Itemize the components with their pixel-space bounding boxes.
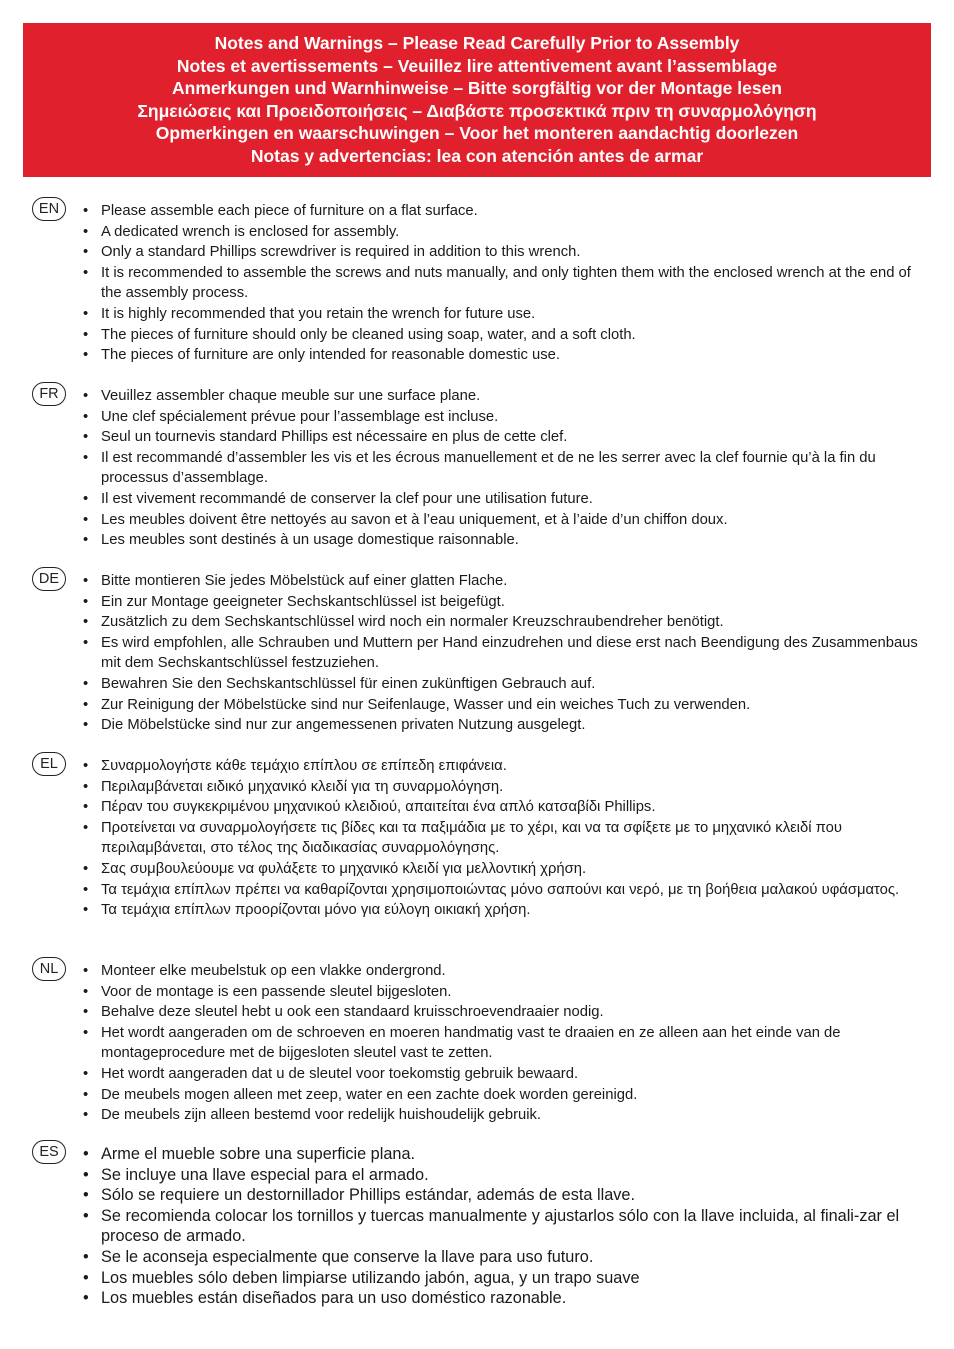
list-item: • Monteer elke meubelstuk op een vlakke ondergrond.	[83, 961, 933, 982]
notes-list-en	[83, 201, 933, 366]
list-item: • Voor de montage is een passende sleutel bijgesloten.	[83, 982, 933, 1003]
notes-list-de	[83, 571, 933, 736]
list-item: • De meubels mogen alleen met zeep, water en een zachte doek worden gereinigd.	[83, 1085, 933, 1106]
list-item: • Het wordt aangeraden om de schroeven en moeren handmatig vast te draaien en ze alleen aan het einde van de montageprocedure met de bijgesloten sleutel vast te zetten.	[83, 1023, 933, 1064]
list-item: • Les meubles doivent être nettoyés au savon et à l’eau uniquement, et à l’aide d’un chiffon doux.	[83, 510, 933, 531]
list-item: • Veuillez assembler chaque meuble sur une surface plane.	[83, 386, 933, 407]
list-item: • Συναρμολογήστε κάθε τεμάχιο επίπλου σε επίπεδη επιφάνεια.	[83, 756, 933, 777]
list-item: • Please assemble each piece of furniture on a flat surface.	[83, 201, 933, 222]
list-item: • Se le aconseja especialmente que conserve la llave para uso futuro.	[83, 1247, 933, 1268]
list-item: • Se incluye una llave especial para el armado.	[83, 1165, 933, 1186]
list-item: • The pieces of furniture are only intended for reasonable domestic use.	[83, 345, 933, 366]
list-item: • Une clef spécialement prévue pour l’assemblage est incluse.	[83, 407, 933, 428]
header-title-es: Notas y advertencias: lea con atención antes de armar	[250, 145, 704, 166]
list-item: • Die Möbelstücke sind nur zur angemessenen privaten Nutzung ausgelegt.	[83, 715, 933, 736]
list-item: • Se recomienda colocar los tornillos y tuercas manualmente y ajustarlos sólo con la llave incluida, al finali-zar el proceso de armado.	[83, 1206, 933, 1247]
list-item: • Behalve deze sleutel hebt u ook een standaard kruisschroevendraaier nodig.	[83, 1002, 933, 1023]
list-item: • It is highly recommended that you retain the wrench for future use.	[83, 304, 933, 325]
list-item: • Sólo se requiere un destornillador Phillips estándar, además de esta llave.	[83, 1185, 933, 1206]
language-badge-en: EN	[32, 197, 66, 221]
list-item: • Zusätzlich zu dem Sechskantschlüssel wird noch ein normaler Kreuzschraubendreher benötigt.	[83, 612, 933, 633]
notes-list-nl	[83, 961, 933, 1126]
header-title-fr: Notes et avertissements – Veuillez lire attentivement avant l’assemblage	[176, 55, 778, 76]
list-item: • Τα τεμάχια επίπλων πρέπει να καθαρίζονται χρησιμοποιώντας μόνο σαπούνι και νερό, με τη βοήθεια μαλακού υφάσματος.	[83, 880, 933, 901]
list-item: • A dedicated wrench is enclosed for assembly.	[83, 222, 933, 243]
list-item: • Σας συμβουλεύουμε να φυλάξετε το μηχανικό κλειδί για μελλοντική χρήση.	[83, 859, 933, 880]
notes-list-el	[83, 756, 933, 921]
list-item: • Es wird empfohlen, alle Schrauben und Muttern per Hand einzudrehen und diese erst nach Beendigung des Zusammenbaus mit dem Sechskantschlüssel festzuziehen.	[83, 633, 933, 674]
language-badge-es: ES	[32, 1140, 66, 1164]
list-item: • De meubels zijn alleen bestemd voor redelijk huishoudelijk gebruik.	[83, 1105, 933, 1126]
list-item: • Arme el mueble sobre una superficie plana.	[83, 1144, 933, 1165]
list-item: • Περιλαμβάνεται ειδικό μηχανικό κλειδί για τη συναρμολόγηση.	[83, 777, 933, 798]
language-badge-fr: FR	[32, 382, 66, 406]
header-title-el: Σημειώσεις και Προειδοποιήσεις – Διαβάστε προσεκτικά πριν τη συναρμολόγηση	[137, 100, 817, 121]
list-item: • Τα τεμάχια επίπλων προορίζονται μόνο για εύλογη οικιακή χρήση.	[83, 900, 933, 921]
list-item: • Los muebles sólo deben limpiarse utilizando jabón, agua, y un trapo suave	[83, 1268, 933, 1289]
list-item: • Zur Reinigung der Möbelstücke sind nur Seifenlauge, Wasser und ein weiches Tuch zu verwenden.	[83, 695, 933, 716]
list-item: • Il est vivement recommandé de conserver la clef pour une utilisation future.	[83, 489, 933, 510]
header-title-en: Notes and Warnings – Please Read Carefully Prior to Assembly	[214, 33, 740, 53]
header-banner	[23, 23, 931, 177]
language-badge-el: EL	[32, 752, 66, 776]
list-item: • Πέραν του συγκεκριμένου μηχανικού κλειδιού, απαιτείται ένα απλό κατσαβίδι Phillips.	[83, 797, 933, 818]
list-item: • Los muebles están diseñados para un uso doméstico razonable.	[83, 1288, 933, 1309]
list-item: • Les meubles sont destinés à un usage domestique raisonnable.	[83, 530, 933, 551]
list-item: • Seul un tournevis standard Phillips est nécessaire en plus de cette clef.	[83, 427, 933, 448]
list-item: • It is recommended to assemble the screws and nuts manually, and only tighten them with the enclosed wrench at the end of the assembly process.	[83, 263, 933, 304]
list-item: • Προτείνεται να συναρμολογήσετε τις βίδες και τα παξιμάδια με το χέρι, και να τα σφίξετε με το μηχανικό κλειδί που περιλαμβάνεται, στο τέλος της διαδικασίας συναρμολόγησης.	[83, 818, 933, 859]
list-item: • Only a standard Phillips screwdriver is required in addition to this wrench.	[83, 242, 933, 263]
list-item: • Il est recommandé d’assembler les vis et les écrous manuellement et de ne les serrer avec la clef fournie qu’à la fin du processus d’assemblage.	[83, 448, 933, 489]
header-title-de: Anmerkungen und Warnhinweise – Bitte sorgfältig vor der Montage lesen	[172, 78, 782, 99]
header-title-nl: Opmerkingen en waarschuwingen – Voor het monteren aandachtig doorlezen	[155, 123, 799, 144]
notes-list-fr	[83, 386, 933, 551]
list-item: • Het wordt aangeraden dat u de sleutel voor toekomstig gebruik bewaard.	[83, 1064, 933, 1085]
list-item: • The pieces of furniture should only be cleaned using soap, water, and a soft cloth.	[83, 325, 933, 346]
language-badge-nl: NL	[32, 957, 66, 981]
list-item: • Ein zur Montage geeigneter Sechskantschlüssel ist beigefügt.	[83, 592, 933, 613]
notes-list-es	[83, 1144, 933, 1309]
list-item: • Bitte montieren Sie jedes Möbelstück auf einer glatten Flache.	[83, 571, 933, 592]
language-badge-de: DE	[32, 567, 66, 591]
list-item: • Bewahren Sie den Sechskantschlüssel für einen zukünftigen Gebrauch auf.	[83, 674, 933, 695]
